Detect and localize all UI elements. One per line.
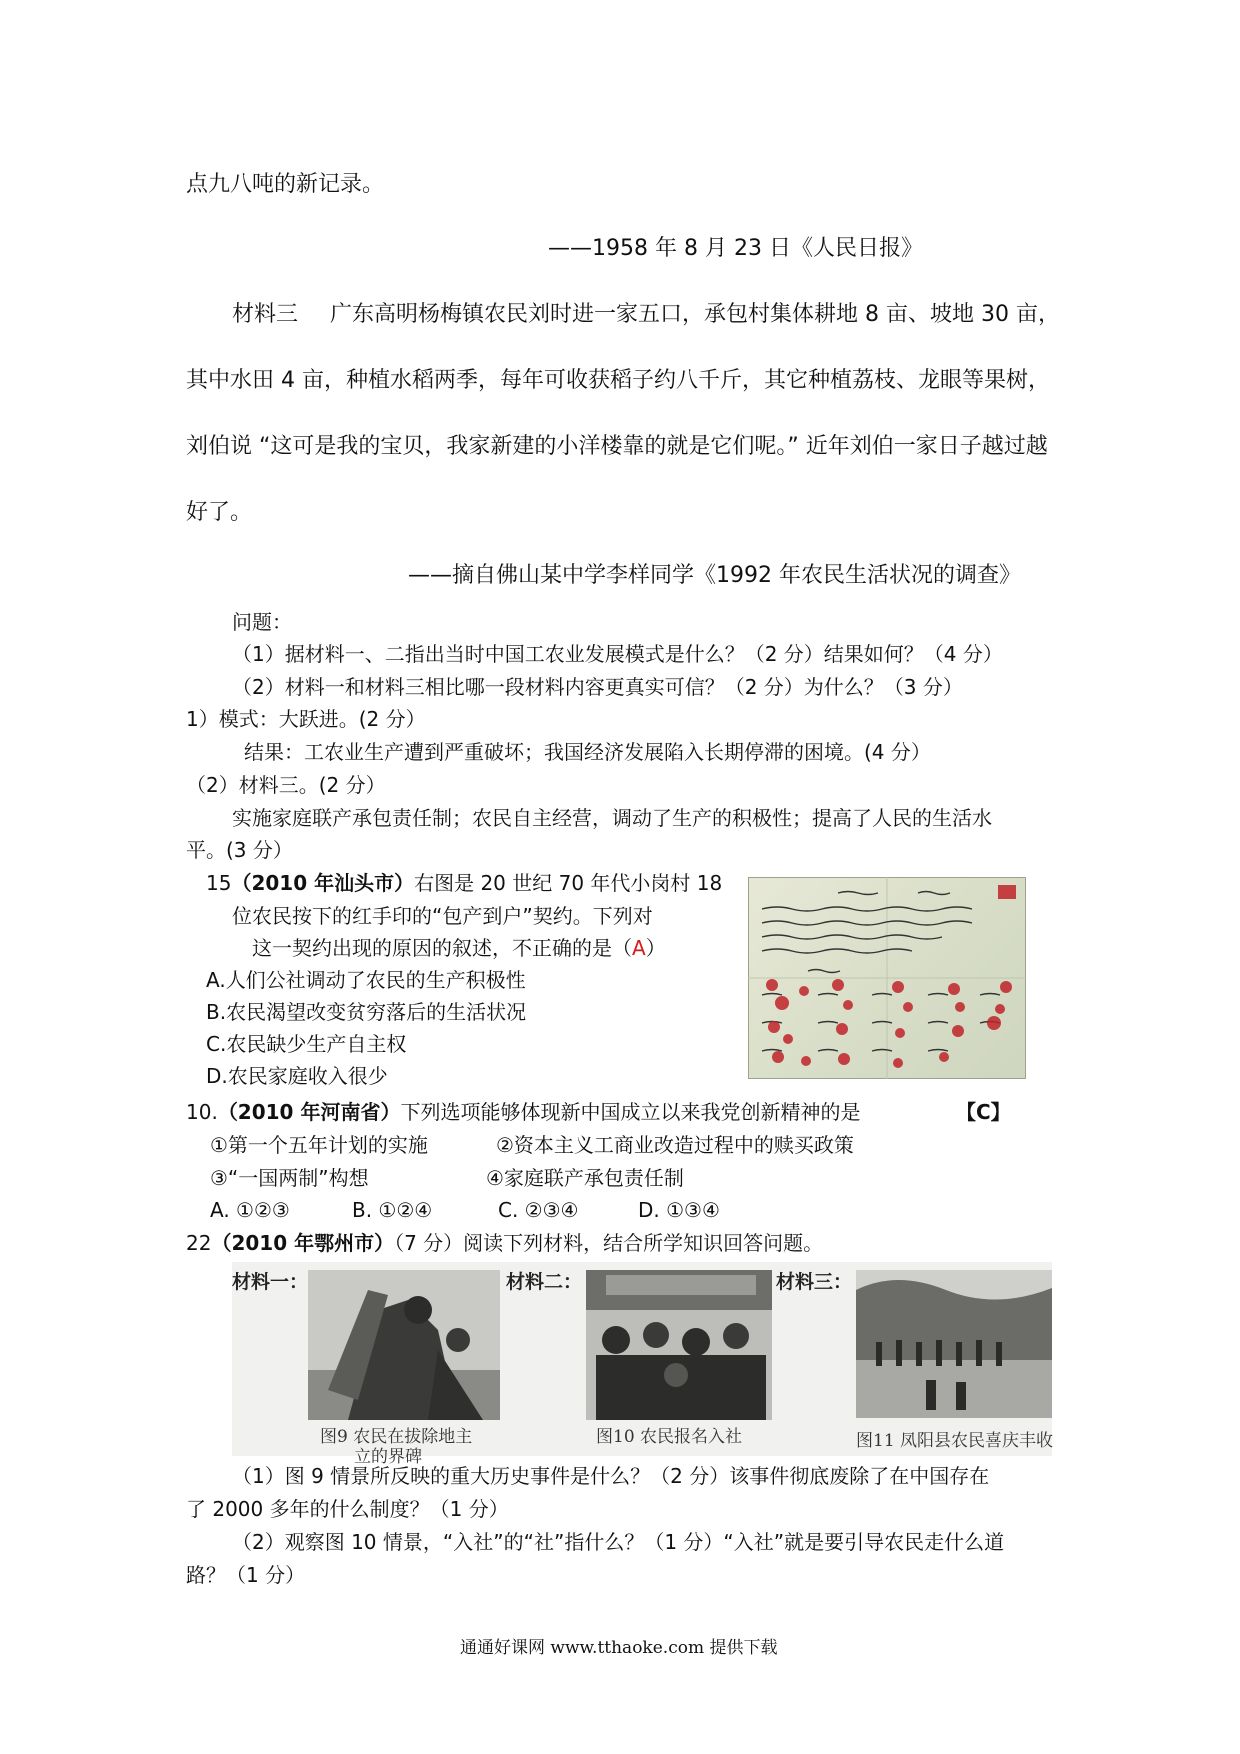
figure-11-caption: 图11 凤阳县农民喜庆丰收	[856, 1431, 1054, 1451]
answer-text: 1）模式：大跃进。(2 分）	[186, 707, 426, 731]
answer-key: 【C】	[956, 1100, 1011, 1124]
material-three-label: 材料三：	[776, 1271, 853, 1293]
question-number: 10.（2010 年河南省）下列选项能够体现新中国成立以来我党创新精神的是	[186, 1100, 861, 1124]
choice-c: C. ②③④	[498, 1198, 579, 1222]
option-item: ①第一个五年计划的实施	[210, 1133, 428, 1157]
answer-text: （2）材料三。(2 分）	[186, 773, 386, 797]
figure-9-caption-cont: 立的界碑	[354, 1447, 422, 1467]
figure-9-caption: 图9 农民在拔除地主	[320, 1427, 473, 1447]
answer-text: 结果：工农业生产遭到严重破坏；我国经济发展陷入长期停滞的困境。(4 分）	[244, 740, 931, 764]
figure-11-photo	[856, 1270, 1052, 1418]
material-text: 其中水田 4 亩，种植水稻两季，每年可收获稻子约八千斤，其它种植荔枝、龙眼等果树，	[186, 368, 1050, 393]
question-text: （2）观察图 10 情景，“入社”的“社”指什么？（1 分）“入社”就是要引导农民走什么道	[232, 1530, 1005, 1554]
footer-text: 通通好课网 www.tthaoke.com 提供下载	[460, 1638, 778, 1658]
question-text: （1）图 9 情景所反映的重大历史事件是什么？（2 分）该事件彻底废除了在中国存在	[232, 1464, 990, 1488]
question-text: 了 2000 多年的什么制度？（1 分）	[186, 1497, 509, 1521]
contract-image	[748, 877, 1026, 1079]
figure-9-photo	[308, 1270, 500, 1420]
answer-key: A	[632, 936, 646, 960]
material-one-label: 材料一：	[232, 1271, 309, 1293]
question-number: 15（2010 年汕头市）右图是 20 世纪 70 年代小岗村 18	[206, 871, 723, 895]
option-a: A.人们公社调动了农民的生产积极性	[206, 968, 526, 992]
choice-d: D. ①③④	[638, 1198, 720, 1222]
contract-photo	[748, 877, 1026, 1079]
figure-10-caption: 图10 农民报名入社	[596, 1427, 743, 1447]
source-citation: ——摘自佛山某中学李样同学《1992 年农民生活状况的调查》	[408, 563, 1021, 588]
option-item: ④家庭联产承包责任制	[486, 1166, 684, 1190]
material-text: 刘伯说 “这可是我的宝贝，我家新建的小洋楼靠的就是它们呢。” 近年刘伯一家日子越过越	[186, 434, 1048, 459]
material-text: 广东高明杨梅镇农民刘时进一家五口，承包村集体耕地 8 亩、坡地 30 亩，	[330, 302, 1060, 327]
material-two-label: 材料二：	[506, 1271, 583, 1293]
option-item: ②资本主义工商业改造过程中的赎买政策	[496, 1133, 854, 1157]
answer-text: 实施家庭联产承包责任制；农民自主经营，调动了生产的积极性；提高了人民的生活水	[232, 806, 992, 830]
option-item: ③“一国两制”构想	[210, 1166, 369, 1190]
choice-b: B. ①②④	[352, 1198, 433, 1222]
figure-10-photo	[586, 1270, 772, 1420]
question-number: 22（2010 年鄂州市）（7 分）阅读下列材料，结合所学知识回答问题。	[186, 1231, 824, 1255]
option-d: D.农民家庭收入很少	[206, 1064, 388, 1088]
question-text: （1）据材料一、二指出当时中国工农业发展模式是什么？（2 分）结果如何？（4 分）	[232, 642, 1003, 666]
option-c: C.农民缺少生产自主权	[206, 1032, 407, 1056]
choice-a: A. ①②③	[210, 1198, 290, 1222]
questions-title: 问题：	[232, 610, 292, 634]
option-b: B.农民渴望改变贫穷落后的生活状况	[206, 1000, 527, 1024]
answer-text: 平。(3 分）	[186, 838, 293, 862]
question-text: 路？（1 分）	[186, 1563, 306, 1587]
question-text: （2）材料一和材料三相比哪一段材料内容更真实可信？（2 分）为什么？（3 分）	[232, 675, 963, 699]
text-line: 点九八吨的新记录。	[186, 172, 385, 197]
material-label: 材料三	[232, 302, 299, 327]
question-text: 这一契约出现的原因的叙述，不正确的是（A）	[252, 936, 666, 960]
source-citation: ——1958 年 8 月 23 日《人民日报》	[548, 236, 923, 261]
material-text: 好了。	[186, 500, 253, 525]
question-text: 位农民按下的红手印的“包产到户”契约。下列对	[232, 904, 653, 928]
